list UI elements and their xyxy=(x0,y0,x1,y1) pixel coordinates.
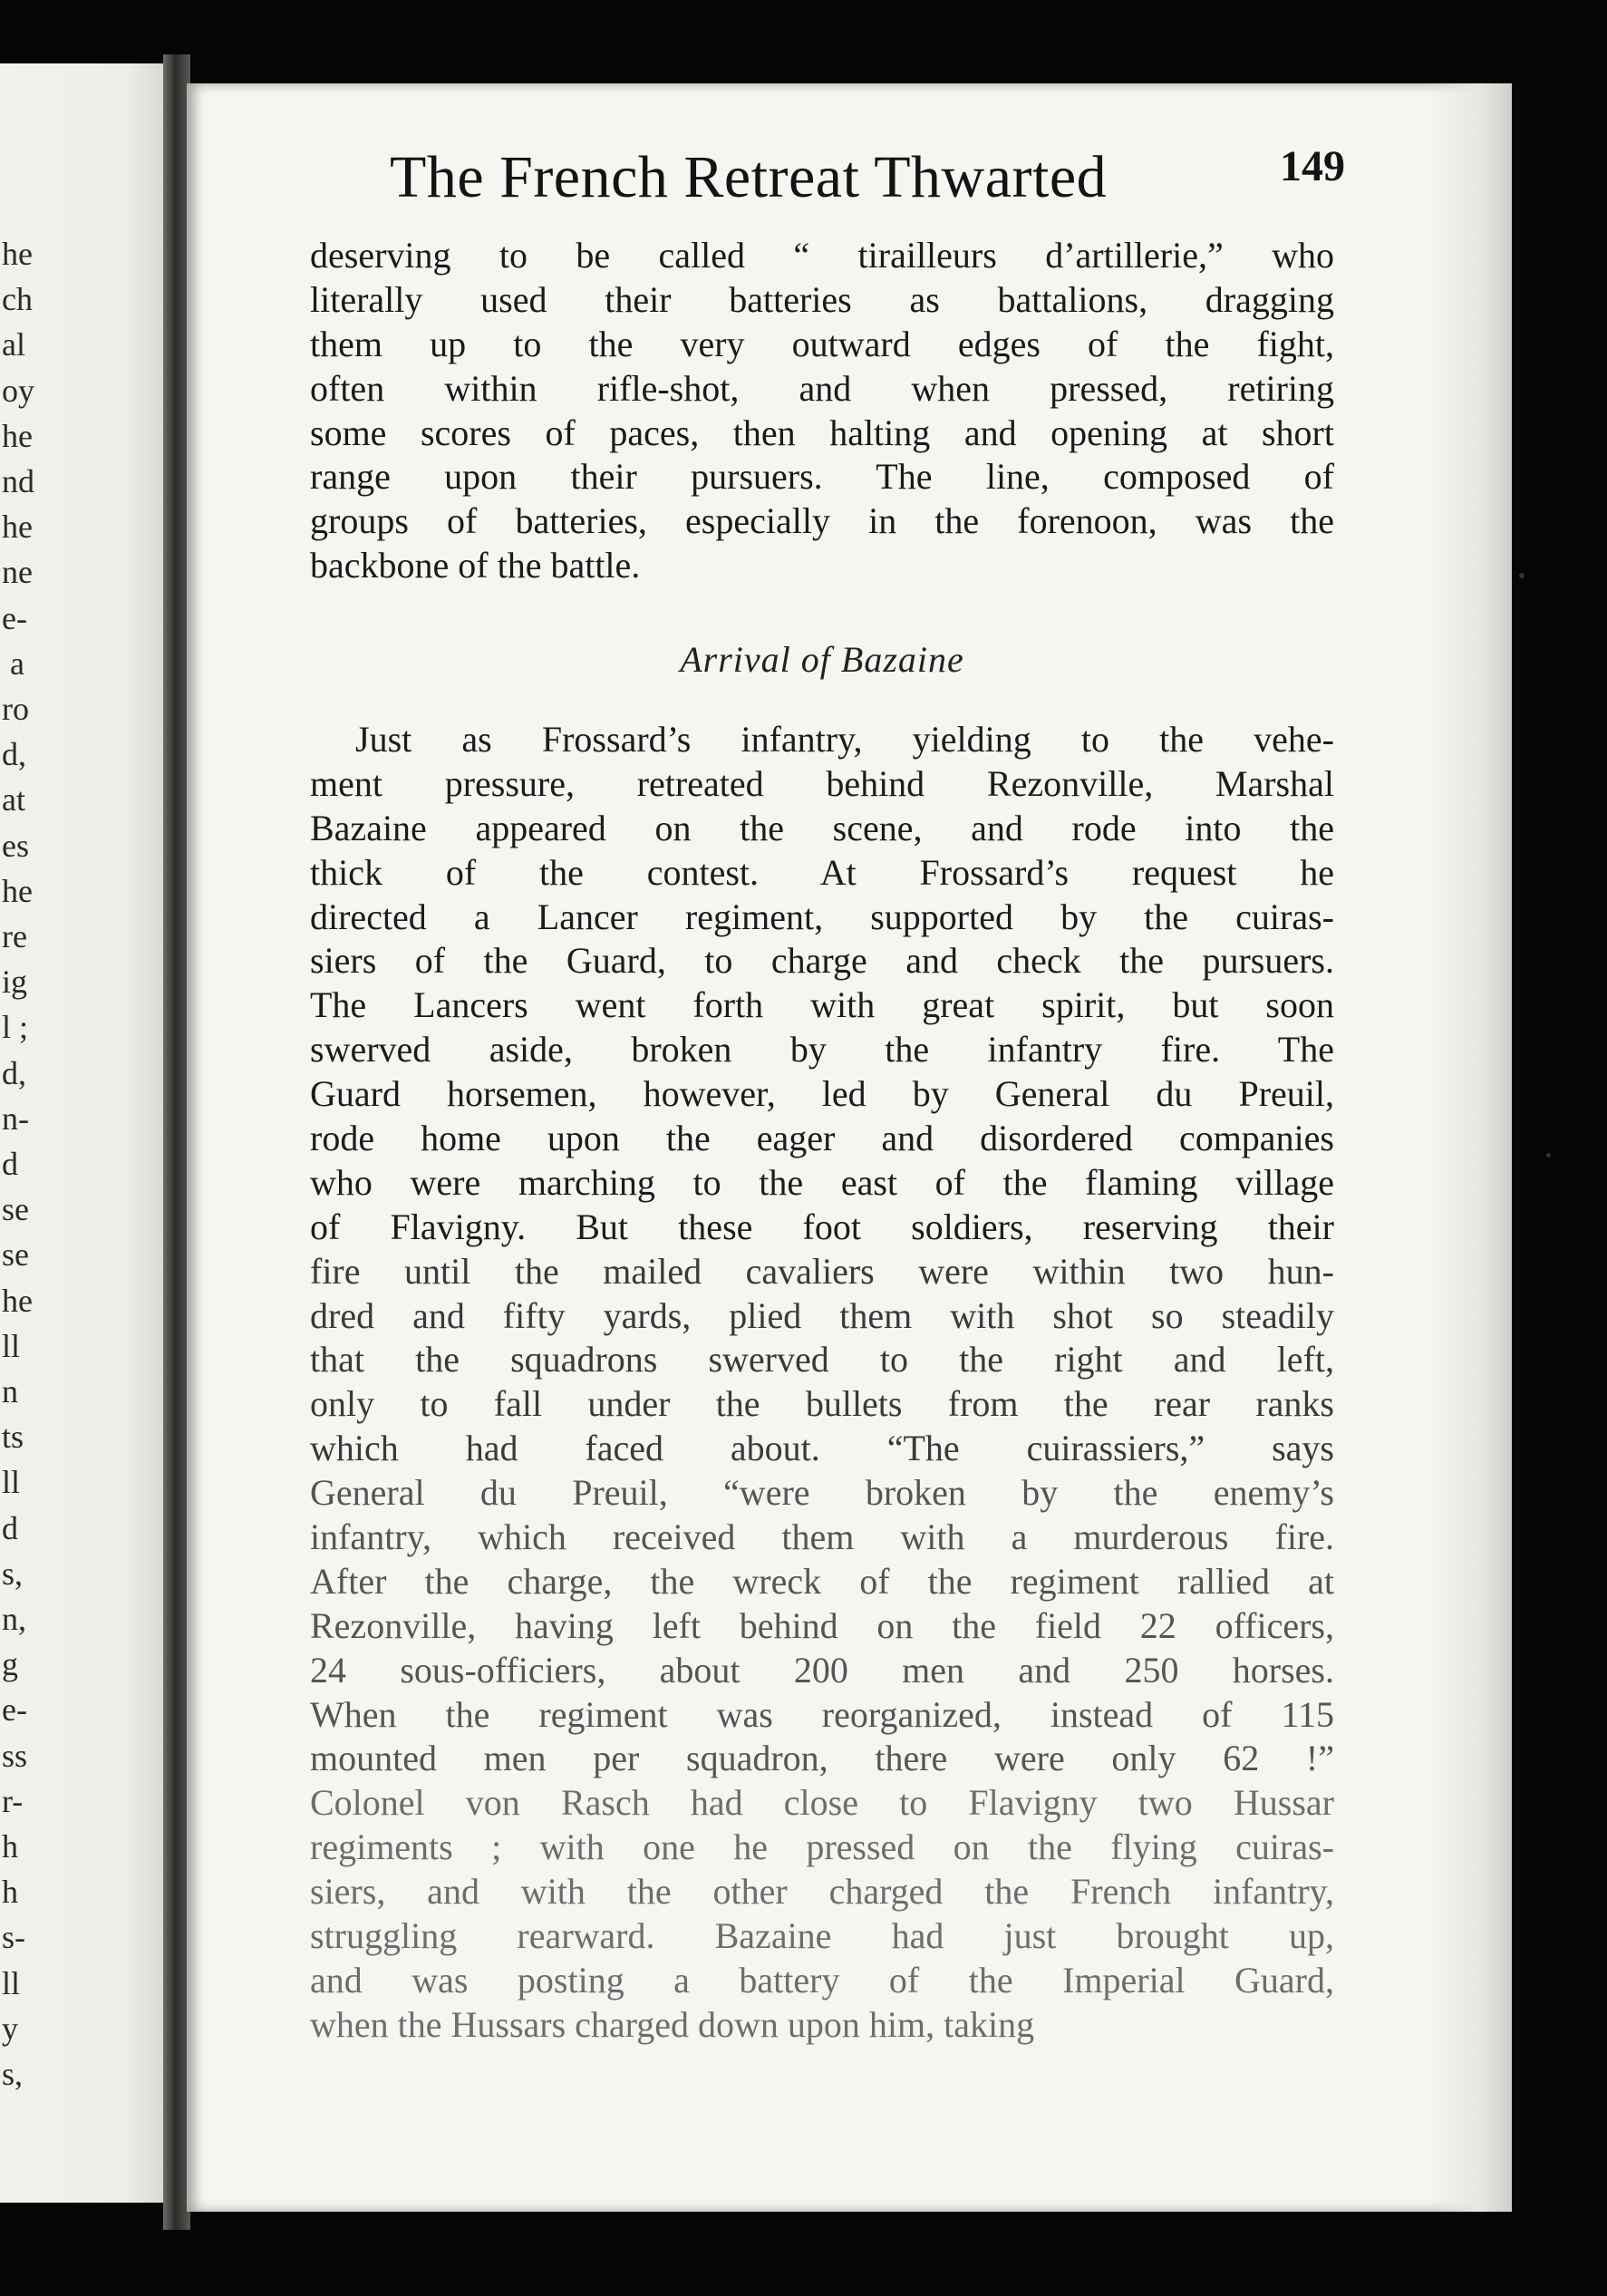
left-page-line-fragment: d xyxy=(2,1509,18,1546)
scan-speck xyxy=(1519,573,1525,578)
left-page-line-fragment: es xyxy=(2,827,29,864)
text-line: them up to the very outward edges of the fight, xyxy=(310,323,1334,364)
text-line: fire until the mailed cavaliers were within two hun- xyxy=(310,1250,1334,1292)
left-page-line-fragment: h xyxy=(2,1874,18,1911)
text-line: Just as Frossard’s infantry, yielding to the vehe- xyxy=(355,719,1334,760)
text-line: siers of the Guard, to charge and check the pursuers. xyxy=(310,940,1334,982)
left-facing-page xyxy=(0,63,178,2203)
left-page-line-fragment: nd xyxy=(2,463,34,499)
left-page-line-fragment: y xyxy=(2,2010,18,2047)
left-page-line-fragment: he xyxy=(2,509,33,546)
left-page-line-fragment: he xyxy=(2,417,33,454)
text-line: Guard horsemen, however, led by General du Preuil, xyxy=(310,1073,1334,1115)
text-line: backbone of the battle. xyxy=(310,545,641,586)
left-page-line-fragment: ss xyxy=(2,1737,28,1774)
left-page-line-fragment: he xyxy=(2,1282,33,1319)
left-page-line-fragment: n- xyxy=(2,1100,29,1137)
left-page-line-fragment: l ; xyxy=(2,1009,29,1046)
text-line: and was posting a battery of the Imperial Guard, xyxy=(310,1959,1334,2001)
text-line: which had faced about. “The cuirassiers,” says xyxy=(310,1428,1334,1469)
left-page-line-fragment: ig xyxy=(2,964,28,1001)
left-page-line-fragment: se xyxy=(2,1236,29,1274)
left-page-line-fragment: se xyxy=(2,1191,29,1228)
left-page-line-fragment: oy xyxy=(2,372,34,409)
page-number: 149 xyxy=(1280,142,1345,190)
text-line: often within rifle-shot, and when pressed, retiring xyxy=(310,367,1334,409)
left-page-line-fragment: h xyxy=(2,1828,18,1865)
left-page-line-fragment: ll xyxy=(2,1327,21,1364)
text-line: literally used their batteries as battalions, dragging xyxy=(310,278,1334,320)
left-page-line-fragment: he xyxy=(2,872,33,909)
text-line: siers, and with the other charged the French infantry, xyxy=(310,1871,1334,1913)
text-line: When the regiment was reorganized, instead of 115 xyxy=(310,1693,1334,1735)
scan-speck xyxy=(1546,1153,1551,1158)
section-heading: Arrival of Bazaine xyxy=(680,639,964,680)
text-line: rode home upon the eager and disordered companies xyxy=(310,1118,1334,1159)
text-line: thick of the contest. At Frossard’s request he xyxy=(310,851,1334,893)
left-page-line-fragment: a xyxy=(2,644,24,682)
left-page-line-fragment: ts xyxy=(2,1419,24,1456)
left-page-line-fragment: g xyxy=(2,1646,18,1683)
text-line: After the charge, the wreck of the regiment rallied at xyxy=(310,1560,1334,1602)
running-title: The French Retreat Thwarted xyxy=(390,144,1108,210)
page-edge-shading xyxy=(1430,83,1512,2212)
left-page-line-fragment: at xyxy=(2,781,25,819)
left-page-line-fragment: r- xyxy=(2,1782,24,1819)
text-line: of Flavigny. But these foot soldiers, reserving their xyxy=(310,1206,1334,1247)
text-line: mounted men per squadron, there were only 62 !” xyxy=(310,1738,1334,1779)
left-page-line-fragment: al xyxy=(2,326,25,363)
text-line: that the squadrons swerved to the right and left, xyxy=(310,1339,1334,1381)
text-line: Rezonville, having left behind on the field 22 officers, xyxy=(310,1604,1334,1646)
left-page-line-fragment: ro xyxy=(2,691,29,727)
text-line: when the Hussars charged down upon him, taking xyxy=(310,2003,1035,2045)
left-page-line-fragment: ll xyxy=(2,1964,21,2001)
text-line: Bazaine appeared on the scene, and rode into the xyxy=(310,807,1334,848)
left-page-line-fragment: n, xyxy=(2,1601,26,1637)
text-line: General du Preuil, “were broken by the enemy’s xyxy=(310,1472,1334,1514)
text-line: dred and fifty yards, plied them with shot so steadily xyxy=(310,1294,1334,1336)
text-line: swerved aside, broken by the infantry fire. The xyxy=(310,1029,1334,1070)
text-line: ment pressure, retreated behind Rezonville, Marshal xyxy=(310,762,1334,804)
text-line: only to fall under the bullets from the rear ranks xyxy=(310,1383,1334,1425)
right-page xyxy=(187,83,1512,2212)
text-line: regiments ; with one he pressed on the flying cuiras- xyxy=(310,1826,1334,1868)
text-line: who were marching to the east of the flaming village xyxy=(310,1161,1334,1203)
text-line: deserving to be called “ tirailleurs d’artillerie,” who xyxy=(310,235,1334,276)
left-page-line-fragment: d, xyxy=(2,1054,26,1091)
left-page-line-fragment: ne xyxy=(2,554,33,591)
left-page-line-fragment: d, xyxy=(2,736,26,773)
text-line: 24 sous-officiers, about 200 men and 250 horses. xyxy=(310,1649,1334,1691)
left-page-line-fragment: e- xyxy=(2,1691,27,1729)
text-line: directed a Lancer regiment, supported by the cuiras- xyxy=(310,896,1334,937)
left-page-line-fragment: he xyxy=(2,236,33,272)
text-line: Colonel von Rasch had close to Flavigny two Hussar xyxy=(310,1782,1334,1824)
left-page-line-fragment: n xyxy=(2,1373,18,1410)
text-line: groups of batteries, especially in the forenoon, was the xyxy=(310,500,1334,542)
left-page-line-fragment: e- xyxy=(2,599,27,636)
left-page-line-fragment: d xyxy=(2,1146,18,1182)
left-page-line-fragment: s- xyxy=(2,1919,25,1956)
text-line: The Lancers went forth with great spirit, but soon xyxy=(310,984,1334,1026)
text-line: range upon their pursuers. The line, composed of xyxy=(310,456,1334,498)
left-page-line-fragment: s, xyxy=(2,1555,24,1592)
paragraph-arrival-of-bazaine xyxy=(310,718,1334,2048)
text-line: infantry, which received them with a murderous fire. xyxy=(310,1516,1334,1558)
text-line: struggling rearward. Bazaine had just brought up, xyxy=(310,1915,1334,1957)
text-line: some scores of paces, then halting and opening at short xyxy=(310,412,1334,453)
paragraph-continuation xyxy=(310,234,1334,588)
left-page-line-fragment: re xyxy=(2,918,27,954)
left-page-line-fragment: ll xyxy=(2,1464,21,1501)
left-page-line-fragment: ch xyxy=(2,281,33,318)
left-page-line-fragment: s, xyxy=(2,2056,24,2092)
